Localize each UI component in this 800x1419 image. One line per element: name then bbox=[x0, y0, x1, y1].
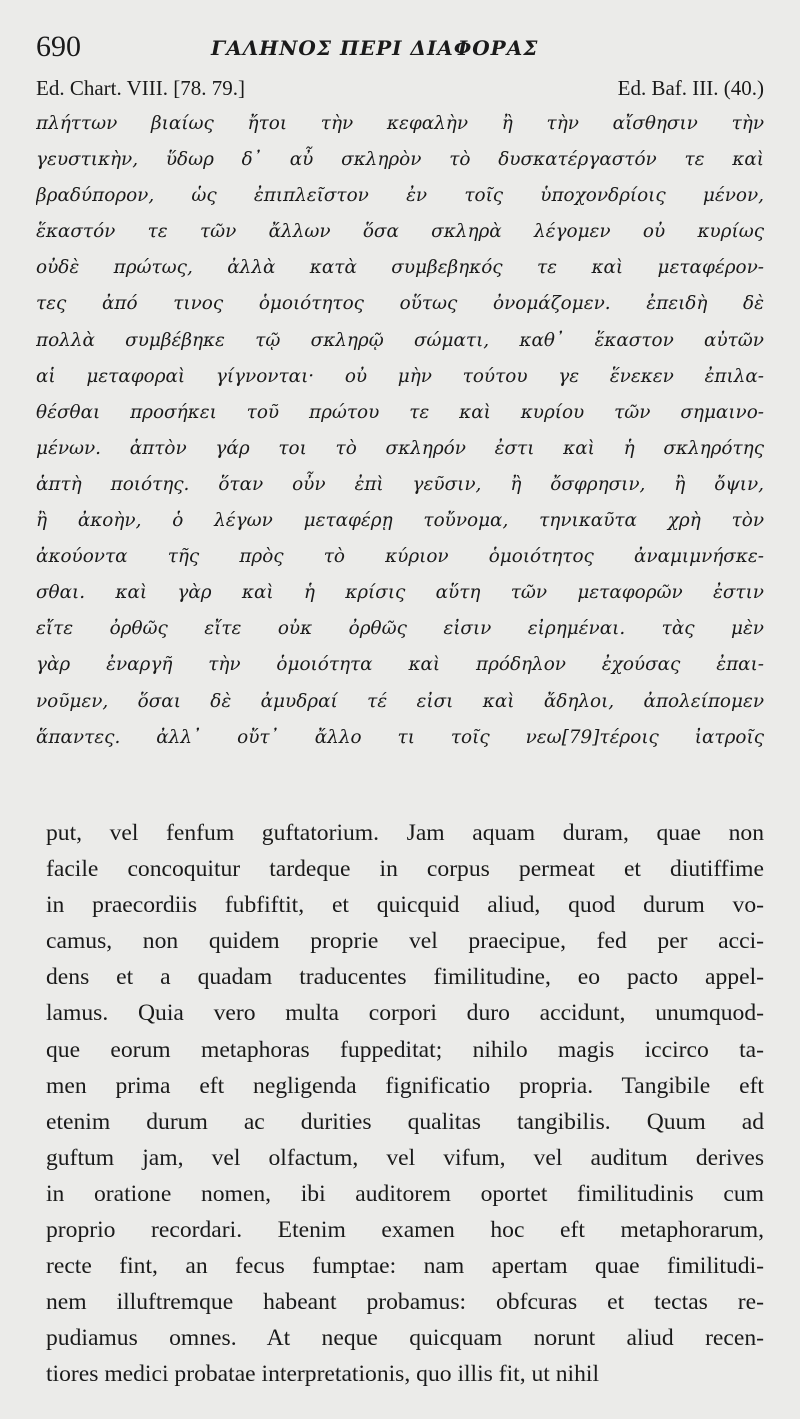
greek-line: βραδύπορον, ὡς ἐπιπλεῖστον ἐν τοῖς ὑποχονδρίοις μένον, bbox=[36, 185, 764, 207]
greek-line: ἀκούοντα τῆς πρὸς τὸ κύριον ὁμοιότητος ἀναμιμνήσκε- bbox=[36, 546, 764, 568]
latin-line: etenim durum ac durities qualitas tangibilis. Quum ad bbox=[46, 1108, 764, 1135]
greek-line: γευστικὴν, ὕδωρ δ᾽ αὖ σκληρὸν τὸ δυσκατέργαστόν τε καὶ bbox=[36, 149, 764, 171]
latin-translation-block bbox=[46, 815, 764, 1393]
latin-line: guftum jam, vel olfactum, vel vifum, vel auditum derives bbox=[46, 1144, 764, 1171]
greek-line: τες ἀπό τινος ὁμοιότητος οὕτως ὀνομάζομεν. ἐπειδὴ δὲ bbox=[36, 293, 764, 315]
greek-line: οὐδὲ πρώτως, ἀλλὰ κατὰ συμβεβηκός τε καὶ μεταφέρον- bbox=[36, 257, 764, 279]
latin-line: camus, non quidem proprie vel praecipue, fed per acci- bbox=[46, 928, 764, 955]
latin-line: put, vel fenfum guftatorium. Jam aquam duram, quae non bbox=[46, 820, 764, 846]
latin-line: proprio recordari. Etenim examen hoc eft metaphorarum, bbox=[46, 1217, 764, 1244]
greek-line: πλήττων βιαίως ἤτοι τὴν κεφαλὴν ἢ τὴν αἴσθησιν τὴν bbox=[36, 113, 764, 134]
latin-line: dens et a quadam traducentes fimilitudine, eo pacto appel- bbox=[46, 964, 764, 991]
greek-line: πολλὰ συμβέβηκε τῷ σκληρῷ σώματι, καθ᾽ ἕκαστον αὐτῶν bbox=[36, 329, 764, 351]
greek-line: ἅπαντες. ἀλλ᾽ οὔτ᾽ ἄλλο τι τοῖς νεω[79]τέροις ἰατροῖς bbox=[36, 726, 764, 748]
greek-line: σθαι. καὶ γὰρ καὶ ἡ κρίσις αὕτη τῶν μεταφορῶν ἐστιν bbox=[36, 582, 764, 604]
greek-line: ἁπτὴ ποιότης. ὅταν οὖν ἐπὶ γεῦσιν, ἢ ὄσφρησιν, ἢ ὄψιν, bbox=[36, 473, 764, 495]
latin-line: recte fint, an fecus fumptae: nam apertam quae fimilitudi- bbox=[46, 1253, 764, 1280]
greek-line: ἕκαστόν τε τῶν ἄλλων ὅσα σκληρὰ λέγομεν οὐ κυρίως bbox=[36, 221, 764, 243]
running-head: ΓΑΛΗΝΟΣ ΠΕΡΙ ΔΙΑΦΟΡΑΣ bbox=[211, 36, 539, 60]
latin-line: pudiamus omnes. At neque quicquam norunt aliud recen- bbox=[46, 1325, 764, 1352]
edition-chartier-reference: Ed. Chart. VIII. [78. 79.] bbox=[36, 76, 245, 100]
latin-line: tiores medici probatae interpretationis, quo illis fit, ut nihil bbox=[46, 1361, 600, 1388]
greek-line: θέσθαι προσήκει τοῦ πρώτου τε καὶ κυρίου τῶν σημαινο- bbox=[36, 401, 764, 423]
greek-line: νοῦμεν, ὅσαι δὲ ἀμυδραί τέ εἰσι καὶ ἄδηλοι, ἀπολείπομεν bbox=[36, 690, 764, 712]
latin-line: lamus. Quia vero multa corpori duro accidunt, unumquod- bbox=[46, 1000, 764, 1027]
greek-text-block bbox=[36, 106, 764, 756]
greek-line: γὰρ ἐναργῆ τὴν ὁμοιότητα καὶ πρόδηλον ἐχούσας ἐπαι- bbox=[36, 654, 764, 676]
greek-line: αἱ μεταφοραὶ γίγνονται· οὐ μὴν τούτου γε ἕνεκεν ἐπιλα- bbox=[36, 365, 764, 387]
latin-line: nem illuftremque habeant probamus: obfcuras et tectas re- bbox=[46, 1289, 764, 1316]
greek-line: μένων. ἁπτὸν γάρ τοι τὸ σκληρόν ἐστι καὶ ἡ σκληρότης bbox=[36, 437, 764, 459]
latin-line: facile concoquitur tardeque in corpus permeat et diutiffime bbox=[46, 856, 764, 883]
greek-line: ἢ ἀκοὴν, ὁ λέγων μεταφέρῃ τοὔνομα, τηνικαῦτα χρὴ τὸν bbox=[36, 510, 764, 532]
latin-line: men prima eft negligenda fignificatio propria. Tangibile eft bbox=[46, 1072, 764, 1099]
edition-basel-reference: Ed. Baf. III. (40.) bbox=[617, 76, 764, 100]
page-number: 690 bbox=[36, 30, 81, 63]
edition-reference-line bbox=[36, 76, 764, 102]
latin-line: in oratione nomen, ibi auditorem oportet fimilitudinis cum bbox=[46, 1180, 764, 1207]
page-header bbox=[36, 30, 764, 64]
latin-line: in praecordiis fubfiftit, et quicquid aliud, quod durum vo- bbox=[46, 892, 764, 919]
latin-line: que eorum metaphoras fuppeditat; nihilo magis iccirco ta- bbox=[46, 1036, 764, 1063]
greek-line: εἴτε ὀρθῶς εἴτε οὐκ ὀρθῶς εἰσιν εἰρημέναι. τὰς μὲν bbox=[36, 618, 764, 640]
